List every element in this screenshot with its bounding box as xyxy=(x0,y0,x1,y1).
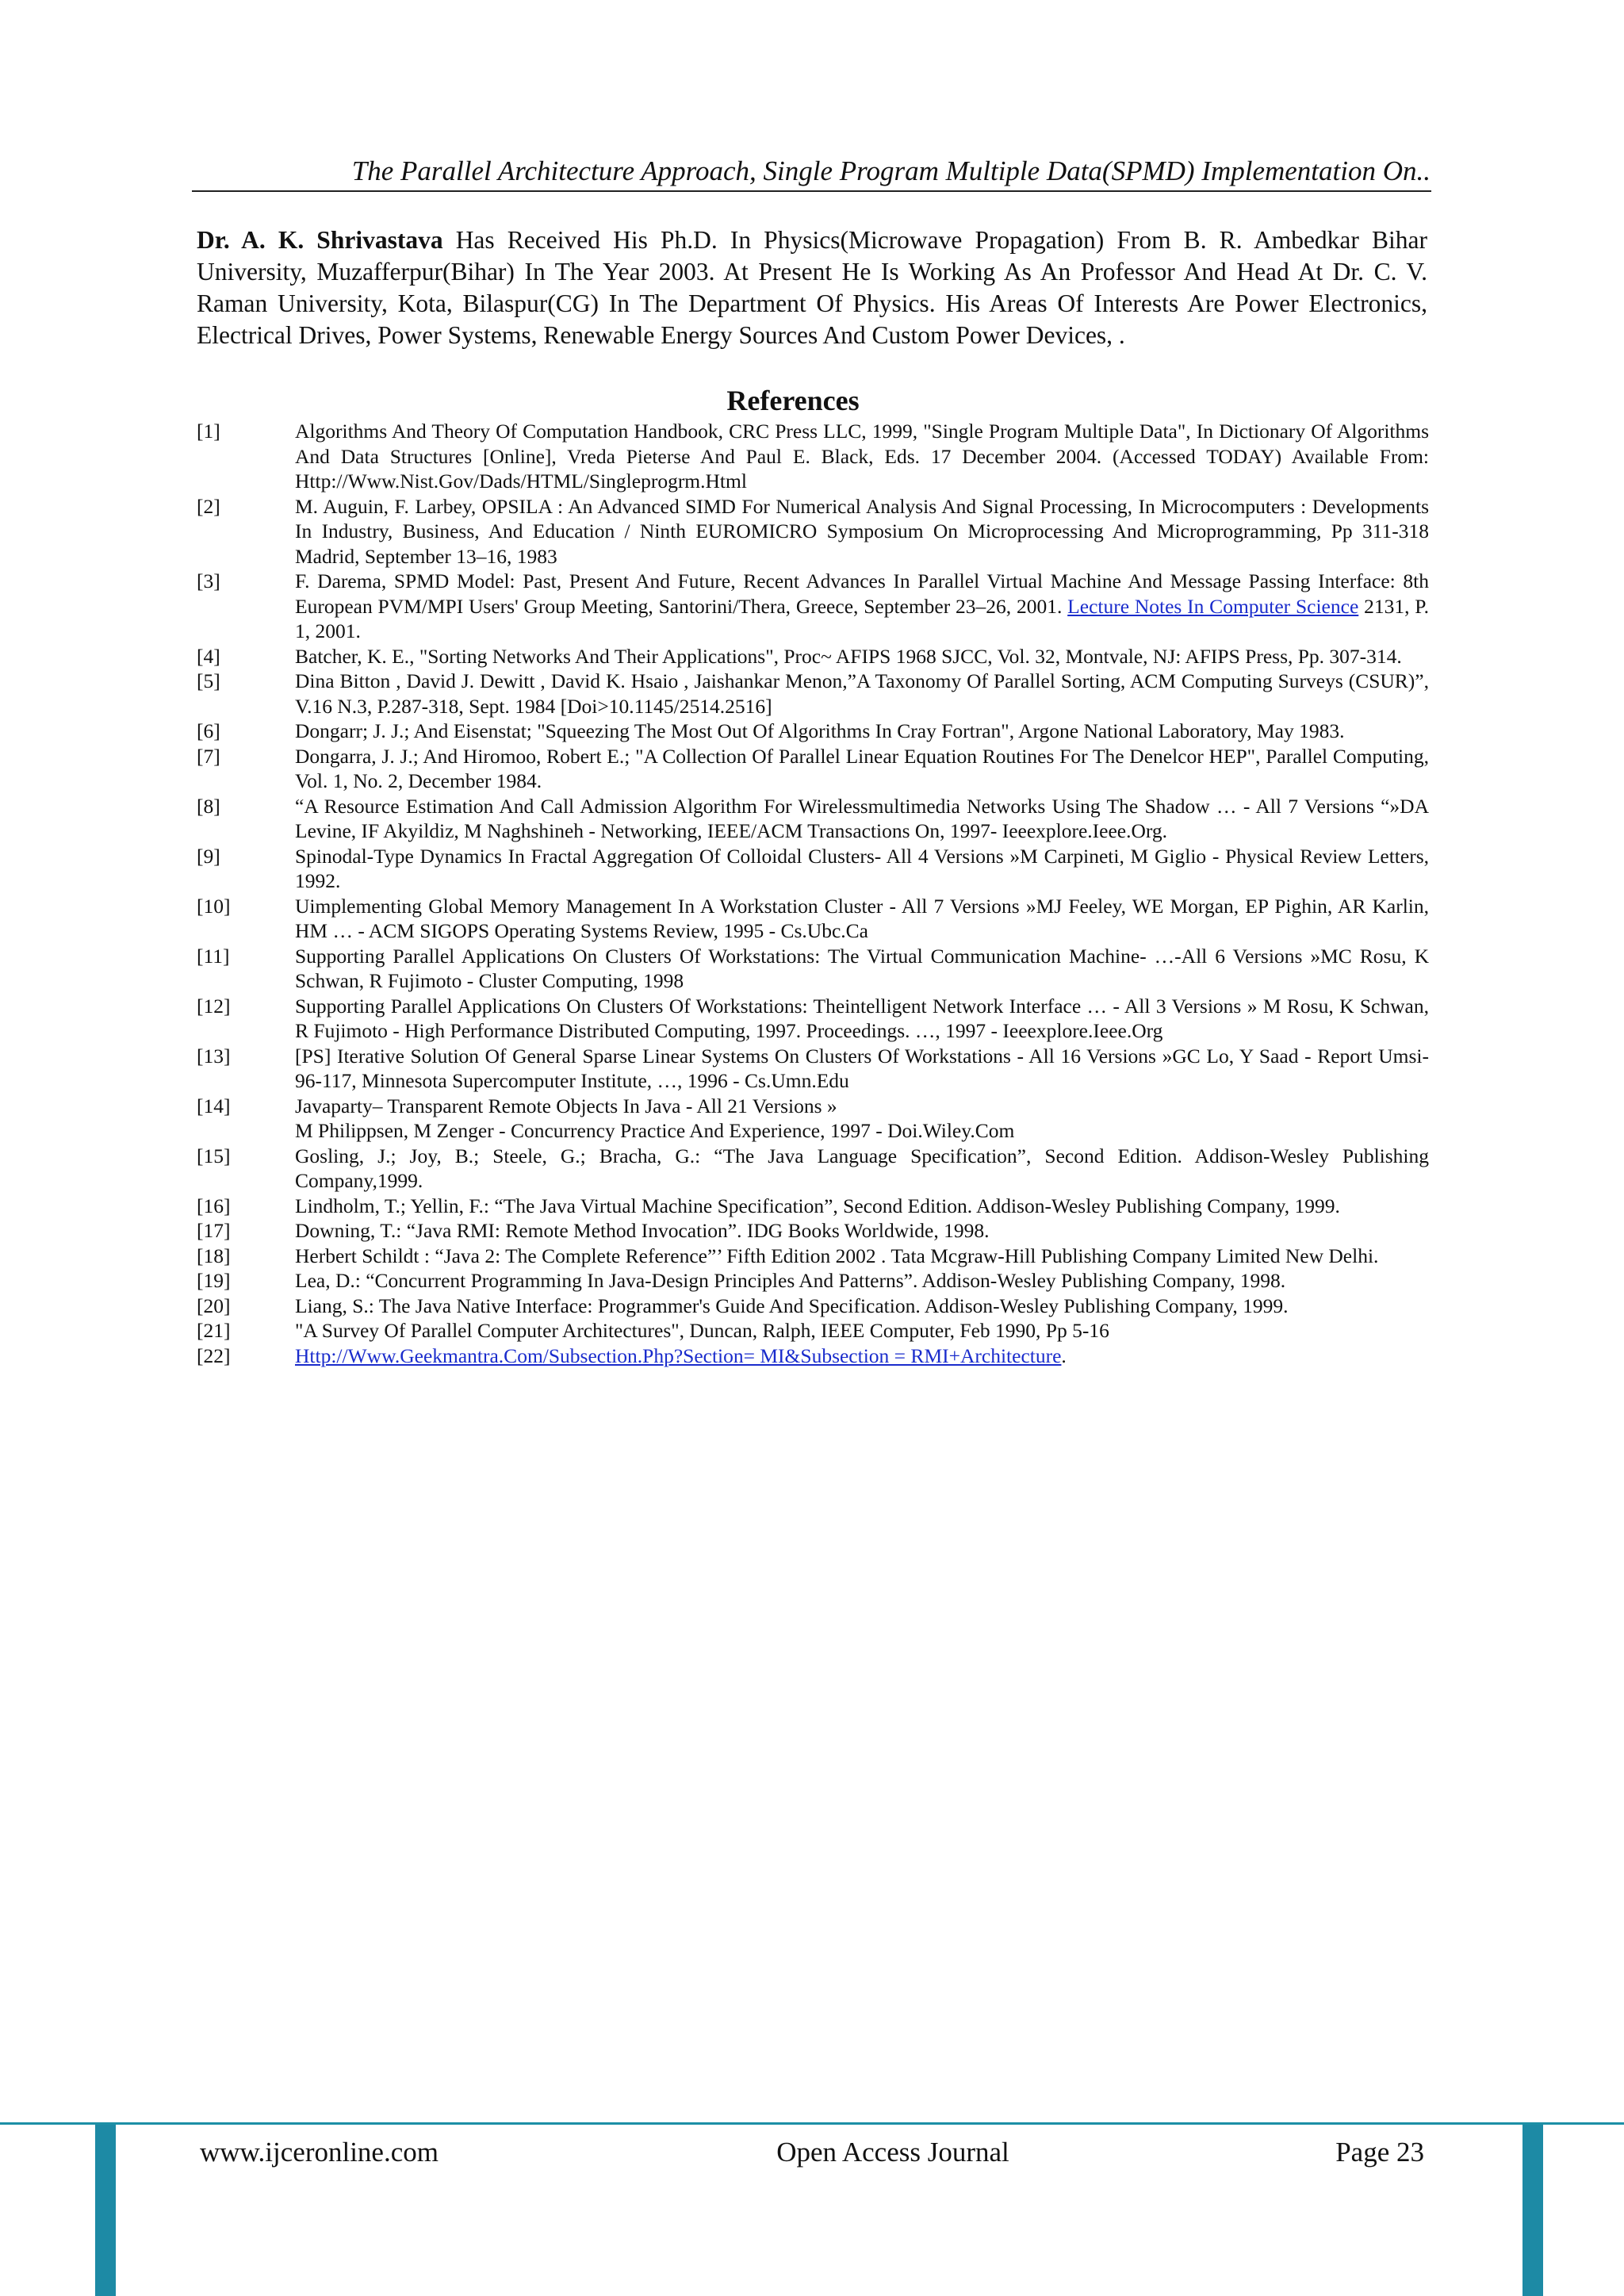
reference-number: [6] xyxy=(197,719,220,742)
reference-number: [12] xyxy=(197,994,231,1018)
reference-text: M. Auguin, F. Larbey, OPSILA : An Advanced SIMD For Numerical Analysis And Signal Processing, In Microcomputers : Developments In Industry, Business, And Education / Ninth EUROMICRO Symposium On Microprocessing And Microprogramming, Pp 311-318 Madrid, September 13–16, 1983 xyxy=(295,494,1429,568)
reference-text: F. Darema, SPMD Model: Past, Present And Future, Recent Advances In Parallel Virtual Machine And Message Passing Interface: 8th European PVM/MPI Users' Group Meeting, Santorini/Thera, Greece, September 23–26, 2001. xyxy=(295,569,1429,618)
reference-text: Herbert Schildt : “Java 2: The Complete Reference”’ Fifth Edition 2002 . Tata Mcgraw-Hill Publishing Company Limited New Delhi. xyxy=(295,1244,1379,1267)
reference-text: Batcher, K. E., "Sorting Networks And Their Applications", Proc~ AFIPS 1968 SJCC, Vol. 32, Montvale, NJ: AFIPS Press, Pp. 307-314. xyxy=(295,644,1402,668)
footer-journal: Open Access Journal xyxy=(776,2137,1009,2168)
reference-item xyxy=(197,944,1429,994)
reference-number: [15] xyxy=(197,1144,231,1167)
reference-item xyxy=(197,1318,1429,1343)
reference-text: Downing, T.: “Java RMI: Remote Method Invocation”. IDG Books Worldwide, 1998. xyxy=(295,1219,990,1242)
reference-item xyxy=(197,1268,1429,1294)
reference-item xyxy=(197,894,1429,944)
reference-text: Lea, D.: “Concurrent Programming In Java-Design Principles And Patterns”. Addison-Wesley Publishing Company, 1998. xyxy=(295,1269,1286,1292)
reference-text: Supporting Parallel Applications On Clusters Of Workstations: The Virtual Communication Machine- …-All 6 Versions »MC Rosu, K Schwan, R Fujimoto - Cluster Computing, 1998 xyxy=(295,944,1429,992)
reference-number: [19] xyxy=(197,1269,231,1292)
reference-number: [10] xyxy=(197,894,231,918)
reference-item xyxy=(197,844,1429,894)
reference-text: Liang, S.: The Java Native Interface: Programmer's Guide And Specification. Addison-Wesley Publishing Company, 1999. xyxy=(295,1294,1289,1317)
reference-item xyxy=(197,1294,1429,1319)
reference-text: Dongarra, J. J.; And Hiromoo, Robert E.; "A Collection Of Parallel Linear Equation Routines For The Denelcor HEP", Parallel Computing, Vol. 1, No. 2, December 1984. xyxy=(295,744,1429,792)
references-list xyxy=(197,419,1429,1368)
reference-number: [8] xyxy=(197,794,220,818)
author-bio-text: Has Received His Ph.D. In Physics(Microwave Propagation) From B. R. Ambedkar Bihar University, Muzafferpur(Bihar) In The Year 2003. At Present He Is Working As An Professor And Head At Dr. C. V. Raman University, Kota, Bilaspur(CG) In The Department Of Physics. His Areas Of Interests Are Power Electronics, Electrical Drives, Power Systems, Renewable Energy Sources And Custom Power Devices, . xyxy=(197,226,1427,349)
reference-text-tail: 2131, P. 1, 2001. xyxy=(295,594,1429,642)
reference-text: Dongarr; J. J.; And Eisenstat; "Squeezing The Most Out Of Algorithms In Cray Fortran", Argone National Laboratory, May 1983. xyxy=(295,719,1345,742)
reference-text: Algorithms And Theory Of Computation Handbook, CRC Press LLC, 1999, "Single Program Multiple Data", In Dictionary Of Algorithms And Data Structures [Online], Vreda Pieterse And Paul E. Black, Eds. 17 December 2004. (Accessed TODAY) Available From: Http://Www.Nist.Gov/Dads/HTML/Singleprogrm.Html xyxy=(295,420,1429,493)
footer-page-number: Page 23 xyxy=(1335,2137,1424,2168)
reference-text: Supporting Parallel Applications On Clusters Of Workstations: Theintelligent Network Interface … - All 3 Versions » M Rosu, K Schwan, R Fujimoto - High Performance Distributed Computing, 1997. Proceedings. …, 1997 - Ieeexplore.Ieee.Org xyxy=(295,994,1429,1042)
reference-text: “A Resource Estimation And Call Admission Algorithm For Wirelessmultimedia Networks Using The Shadow … - All 7 Versions “»DA Levine, IF Akyildiz, M Naghshineh - Networking, IEEE/ACM Transactions On, 1997- Ieeexplore.Ieee.Org. xyxy=(295,794,1429,842)
reference-item xyxy=(197,1094,1429,1144)
reference-number: [13] xyxy=(197,1044,231,1068)
reference-text: Lindholm, T.; Yellin, F.: “The Java Virtual Machine Specification”, Second Edition. Addison-Wesley Publishing Company, 1999. xyxy=(295,1194,1340,1217)
reference-text: Javaparty– Transparent Remote Objects In Java - All 21 Versions » M Philippsen, M Zenger - Concurrency Practice And Experience, 1997 - Doi.Wiley.Com xyxy=(295,1094,1015,1142)
reference-text-tail: . xyxy=(1061,1343,1067,1367)
reference-item xyxy=(197,994,1429,1044)
reference-item xyxy=(197,1144,1429,1194)
reference-item xyxy=(197,744,1429,794)
reference-text: Dina Bitton , David J. Dewitt , David K. Hsaio , Jaishankar Menon,”A Taxonomy Of Parallel Sorting, ACM Computing Surveys (CSUR)”, V.16 N.3, P.287-318, Sept. 1984 [Doi>10.1145/2514.2516] xyxy=(295,669,1429,718)
reference-number: [21] xyxy=(197,1319,231,1342)
reference-text: "A Survey Of Parallel Computer Architectures", Duncan, Ralph, IEEE Computer, Feb 1990, Pp 5-16 xyxy=(295,1319,1109,1342)
author-name: Dr. A. K. Shrivastava xyxy=(197,226,443,254)
reference-number: [17] xyxy=(197,1219,231,1242)
reference-number: [18] xyxy=(197,1244,231,1267)
reference-item xyxy=(197,1343,1429,1369)
reference-number: [22] xyxy=(197,1343,231,1367)
reference-item xyxy=(197,1194,1429,1219)
reference-text: [PS] Iterative Solution Of General Sparse Linear Systems On Clusters Of Workstations - All 16 Versions »GC Lo, Y Saad - Report Umsi-96-117, Minnesota Supercomputer Institute, …, 1996 - Cs.Umn.Edu xyxy=(295,1044,1429,1092)
reference-item xyxy=(197,719,1429,744)
reference-number: [5] xyxy=(197,669,220,692)
reference-item xyxy=(197,494,1429,569)
reference-link[interactable]: Lecture Notes In Computer Science xyxy=(1067,594,1359,618)
reference-item xyxy=(197,419,1429,494)
reference-item xyxy=(197,1044,1429,1094)
reference-number: [16] xyxy=(197,1194,231,1217)
reference-number: [14] xyxy=(197,1094,231,1117)
references-heading: References xyxy=(726,385,860,416)
reference-item xyxy=(197,569,1429,644)
header-rule xyxy=(192,190,1431,192)
reference-text: Spinodal-Type Dynamics In Fractal Aggregation Of Colloidal Clusters- All 4 Versions »M Carpineti, M Giglio - Physical Review Letters, 1992. xyxy=(295,844,1429,892)
reference-text: Gosling, J.; Joy, B.; Steele, G.; Bracha, G.: “The Java Language Specification”, Second Edition. Addison-Wesley Publishing Company,1999. xyxy=(295,1144,1429,1192)
reference-number: [2] xyxy=(197,494,220,518)
reference-number: [3] xyxy=(197,569,220,592)
footer-rule xyxy=(0,2122,1624,2125)
reference-item xyxy=(197,644,1429,669)
author-bio xyxy=(197,224,1427,351)
reference-number: [4] xyxy=(197,644,220,668)
running-header-title: The Parallel Architecture Approach, Single Program Multiple Data(SPMD) Implementation On.. xyxy=(351,155,1431,186)
reference-number: [20] xyxy=(197,1294,231,1317)
reference-number: [9] xyxy=(197,844,220,868)
footer-url: www.ijceronline.com xyxy=(200,2137,439,2168)
reference-item xyxy=(197,1218,1429,1244)
reference-item xyxy=(197,669,1429,719)
reference-item xyxy=(197,1244,1429,1269)
reference-item xyxy=(197,794,1429,844)
reference-link[interactable]: Http://Www.Geekmantra.Com/Subsection.Php?Section= MI&Subsection = RMI+Architecture xyxy=(295,1343,1062,1367)
reference-number: [7] xyxy=(197,744,220,768)
reference-text: Uimplementing Global Memory Management In A Workstation Cluster - All 7 Versions »MJ Feeley, WE Morgan, EP Pighin, AR Karlin, HM … - ACM SIGOPS Operating Systems Review, 1995 - Cs.Ubc.Ca xyxy=(295,894,1429,942)
reference-number: [1] xyxy=(197,420,220,443)
reference-number: [11] xyxy=(197,944,230,968)
